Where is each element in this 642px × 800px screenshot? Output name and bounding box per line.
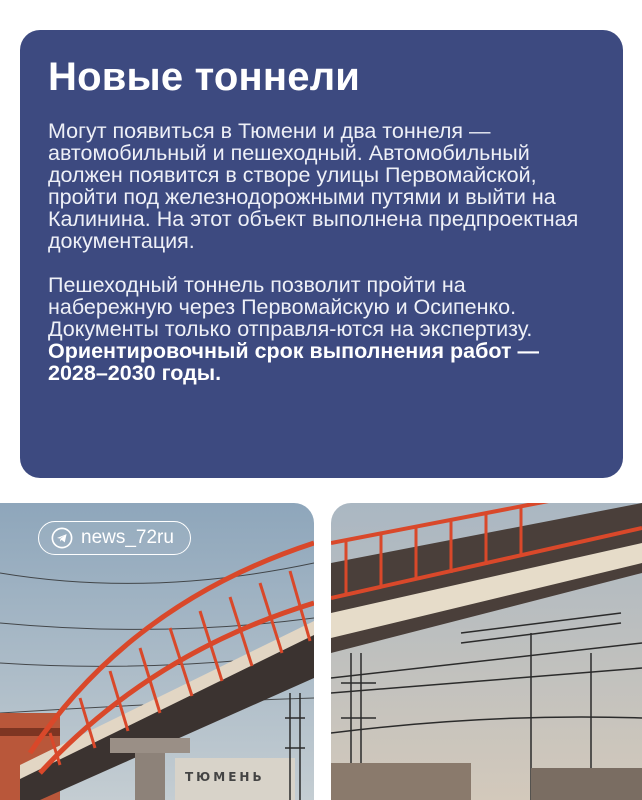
bridge-photo-right <box>331 503 642 800</box>
post-title: Новые тоннели <box>48 55 361 99</box>
source-badge-label: news_72ru <box>81 527 174 548</box>
post-card <box>20 30 623 478</box>
photo-left[interactable] <box>0 503 314 800</box>
photo-right[interactable] <box>331 503 642 800</box>
source-badge[interactable] <box>38 521 191 555</box>
post-paragraph-1: Могут появиться в Тюмени и два тоннеля — автомобильный и пешеходный. Автомобильный должен появится в створе улицы Первомайской, пройти под железнодорожными путями и выйти на Калинина. На этот объект выполнена предпроектная документация. <box>48 119 579 253</box>
station-sign: ТЮМЕНЬ <box>185 770 265 784</box>
post-paragraph-2 <box>48 274 595 384</box>
post-paragraph-2-bold: Ориентировочный срок выполнения работ — 2028–2030 годы. <box>48 339 539 385</box>
post-paragraph-2-text: Пешеходный тоннель позволит пройти на набережную через Первомайскую и Осипенко. Документы только отправля-ются на экспертизу. <box>48 273 533 341</box>
telegram-icon <box>51 527 73 549</box>
